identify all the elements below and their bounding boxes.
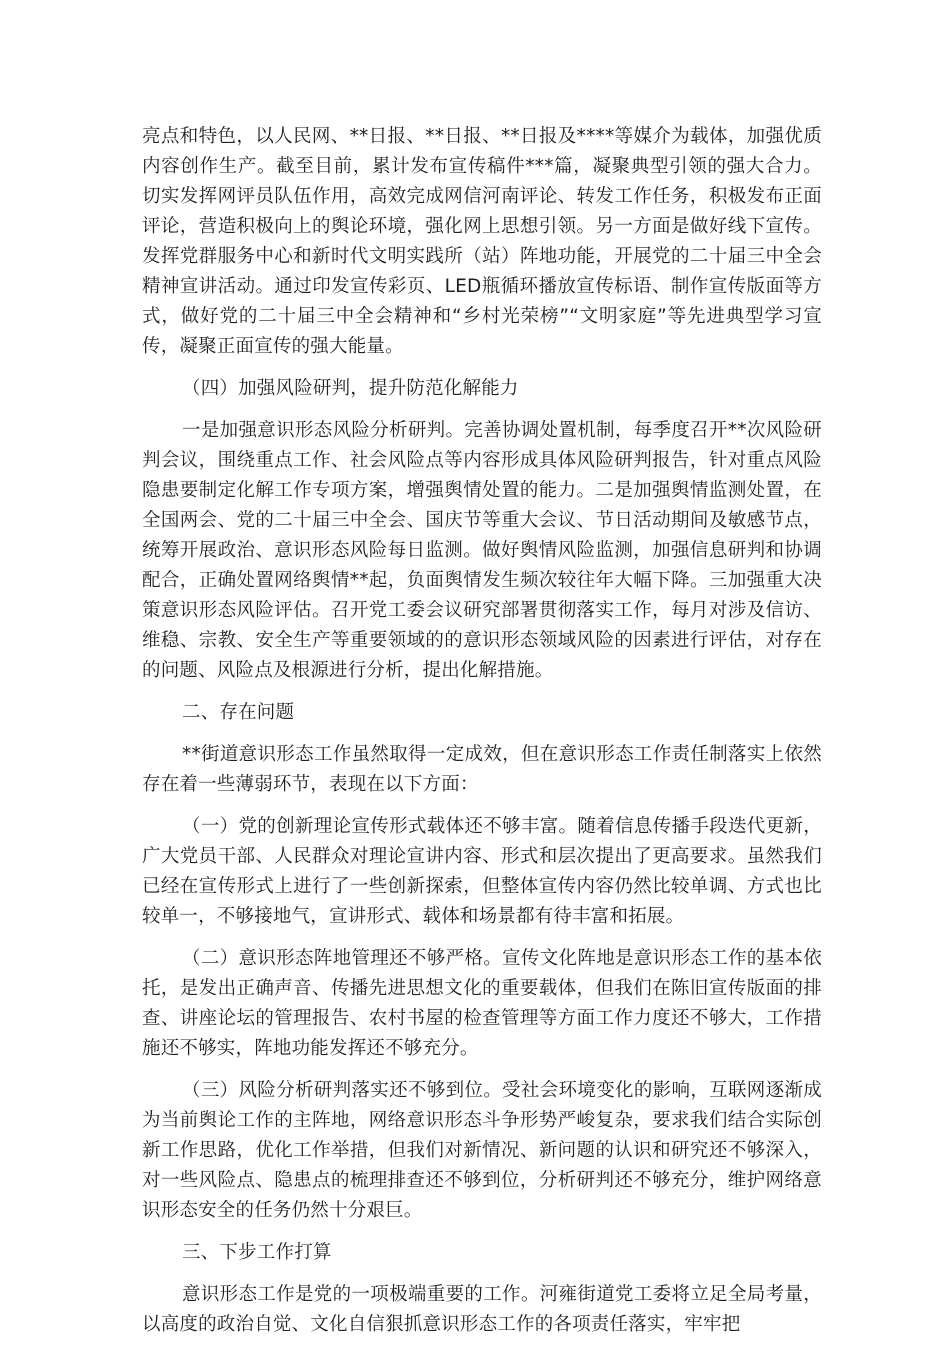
paragraph-online-offline-publicity: 亮点和特色，以人民网、**日报、**日报、**日报及****等媒介为载体，加强优质内容创作生产。截至目前，累计发布宣传稿件***篇，凝聚典型引领的强大合力。切实发挥网评员队伍作用，高效完成网信河南评论、转发工作任务，积极发布正面评论，营造积极向上的舆论环境，强化网上思想引领。另一方面是做好线下宣传。发挥党群服务中心和新时代文明实践所（站）阵地功能，开展党的二十届三中全会精神宣讲活动。通过印发宣传彩页、LED瓶循环播放宣传标语、制作宣传版面等方式，做好党的二十届三中全会精神和“乡村光荣榜”“文明家庭”等先进典型学习宣传，凝聚正面宣传的强大能量。 <box>142 126 822 357</box>
section-heading-existing-problems: 二、存在问题 <box>182 702 295 723</box>
section-heading-risk-assessment: （四）加强风险研判，提升防范化解能力 <box>182 378 519 399</box>
paragraph-problem-3: （三）风险分析研判落实还不够到位。受社会环境变化的影响，互联网逐渐成为当前舆论工作的主阵地，网络意识形态斗争形势严峻复杂，要求我们结合实际创新工作思路，优化工作举措，但我们对新情况、新问题的认识和研究还不够深入，对一些风险点、隐患点的梳理排查还不够到位，分析研判还不够充分，维护网络意识形态安全的任务仍然十分艰巨。 <box>142 1080 822 1221</box>
document-page <box>142 122 822 1352</box>
section-heading-next-steps: 三、下步工作打算 <box>182 1242 332 1263</box>
paragraph-problem-1: （一）党的创新理论宣传形式载体还不够丰富。随着信息传播手段迭代更新，广大党员干部、人民群众对理论宣讲内容、形式和层次提出了更高要求。虽然我们已经在宣传形式上进行了一些创新探索，但整体宣传内容仍然比较单调、方式也比较单一，不够接地气，宣讲形式、载体和场景都有待丰富和拓展。 <box>142 816 822 927</box>
paragraph-risk-assessment: 一是加强意识形态风险分析研判。完善协调处置机制，每季度召开**次风险研判会议，围绕重点工作、社会风险点等内容形成具体风险研判报告，针对重点风险隐患要制定化解工作专项方案，增强舆情处置的能力。二是加强舆情监测处置，在全国两会、党的二十届三中全会、国庆节等重大会议、节日活动期间及敏感节点，统筹开展政治、意识形态风险每日监测。做好舆情风险监测，加强信息研判和协调配合，正确处置网络舆情**起，负面舆情发生频次较往年大幅下降。三加强重大决策意识形态风险评估。召开党工委会议研究部署贯彻落实工作，每月对涉及信访、维稳、宗教、安全生产等重要领域的的意识形态领域风险的因素进行评估，对存在的问题、风险点及根源进行分析，提出化解措施。 <box>142 420 822 681</box>
paragraph-next-steps: 意识形态工作是党的一项极端重要的工作。河雍街道党工委将立足全局考量，以高度的政治自觉、文化自信狠抓意识形态工作的各项责任落实，牢牢把 <box>142 1284 822 1335</box>
paragraph-problem-2: （二）意识形态阵地管理还不够严格。宣传文化阵地是意识形态工作的基本依托，是发出正确声音、传播先进思想文化的重要载体，但我们在陈旧宣传版面的排查、讲座论坛的管理报告、农村书屋的检查管理等方面工作力度还不够大，工作措施还不够实，阵地功能发挥还不够充分。 <box>142 948 822 1059</box>
paragraph-problems-intro: **街道意识形态工作虽然取得一定成效，但在意识形态工作责任制落实上依然存在着一些薄弱环节，表现在以下方面： <box>142 744 822 795</box>
